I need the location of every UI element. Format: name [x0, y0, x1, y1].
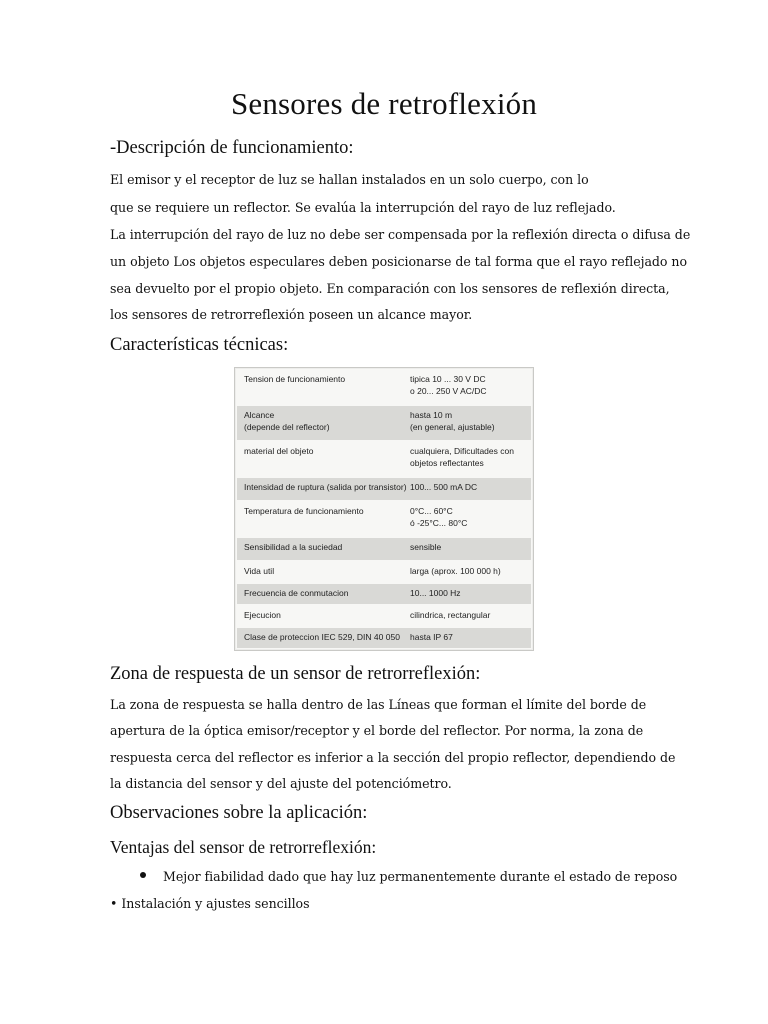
spec-table-image — [234, 367, 534, 651]
spec-label: Temperatura de funcionamiento — [244, 506, 364, 516]
spec-value: 100... 500 mA DC — [410, 482, 478, 492]
spec-label: Frecuencia de conmutacion — [244, 588, 349, 598]
table-row — [237, 406, 531, 440]
bullet-dot-icon — [140, 872, 146, 878]
paragraph-line: que se requiere un reflector. Se evalúa la interrupción del rayo de luz reflejado. — [110, 200, 616, 215]
spec-value: hasta 10 m — [410, 410, 453, 420]
paragraph-line: El emisor y el receptor de luz se hallan instalados en un solo cuerpo, con lo — [110, 172, 589, 187]
spec-label: Ejecucion — [244, 610, 281, 620]
paragraph-line: apertura de la óptica emisor/receptor y el borde del reflector. Por norma, la zona de — [110, 723, 644, 738]
heading-descripcion: -Descripción de funcionamiento: — [110, 138, 354, 158]
spec-value: cualquiera, Dificultades con — [410, 446, 514, 456]
spec-label: material del objeto — [244, 446, 314, 456]
spec-label: (depende del reflector) — [244, 422, 330, 432]
spec-value: objetos reflectantes — [410, 458, 484, 468]
paragraph-line: La zona de respuesta se halla dentro de las Líneas que forman el límite del borde de — [110, 697, 647, 712]
table-row — [237, 370, 531, 404]
spec-value: cilindrica, rectangular — [410, 610, 491, 620]
bullet-item: Mejor fiabilidad dado que hay luz permanentemente durante el estado de reposo — [163, 869, 678, 884]
paragraph-line: la distancia del sensor y del ajuste del potenciómetro. — [110, 776, 452, 791]
paragraph-line: los sensores de retrorreflexión poseen un alcance mayor. — [110, 307, 473, 322]
table-row — [237, 562, 531, 582]
table-row — [237, 584, 531, 604]
spec-value: sensible — [410, 542, 442, 552]
spec-value: (en general, ajustable) — [410, 422, 495, 432]
spec-label: Tension de funcionamiento — [244, 374, 346, 384]
spec-label: Sensibilidad a la suciedad — [244, 542, 343, 552]
spec-value: tipica 10 ... 30 V DC — [410, 374, 486, 384]
spec-label: Vida util — [244, 566, 275, 576]
spec-value: 10... 1000 Hz — [410, 588, 461, 598]
spec-value: o 20... 250 V AC/DC — [410, 386, 487, 396]
document-title: Sensores de retroflexión — [230, 86, 538, 121]
paragraph-line: respuesta cerca del reflector es inferior a la sección del propio reflector, dependiendo de — [110, 750, 676, 765]
paragraph-line: sea devuelto por el propio objeto. En comparación con los sensores de reflexión directa, — [110, 281, 670, 296]
paragraph-line: La interrupción del rayo de luz no debe ser compensada por la reflexión directa o difusa de — [110, 227, 691, 242]
spec-value: 0°C... 60°C — [410, 506, 453, 516]
table-row — [237, 628, 531, 648]
heading-ventajas: Ventajas del sensor de retrorreflexión: — [110, 837, 377, 857]
spec-label: Intensidad de ruptura (salida por transistor) — [244, 482, 407, 492]
table-row — [237, 502, 531, 536]
paragraph-line: un objeto Los objetos especulares deben posicionarse de tal forma que el rayo reflejado no — [110, 254, 688, 269]
heading-caracteristicas: Características técnicas: — [110, 335, 289, 355]
spec-label: Alcance — [244, 410, 275, 420]
spec-value: larga (aprox. 100 000 h) — [410, 566, 501, 576]
spec-value: ó -25°C... 80°C — [410, 518, 468, 528]
bullet-item: • Instalación y ajustes sencillos — [110, 896, 310, 911]
table-row — [237, 442, 531, 476]
spec-value: hasta IP 67 — [410, 632, 453, 642]
heading-zona-respuesta: Zona de respuesta de un sensor de retrorreflexión: — [110, 664, 481, 684]
table-row — [237, 478, 531, 500]
table-row — [237, 538, 531, 560]
heading-observaciones: Observaciones sobre la aplicación: — [110, 803, 368, 823]
spec-label: Clase de proteccion IEC 529, DIN 40 050 — [244, 632, 400, 642]
table-row — [237, 606, 531, 626]
